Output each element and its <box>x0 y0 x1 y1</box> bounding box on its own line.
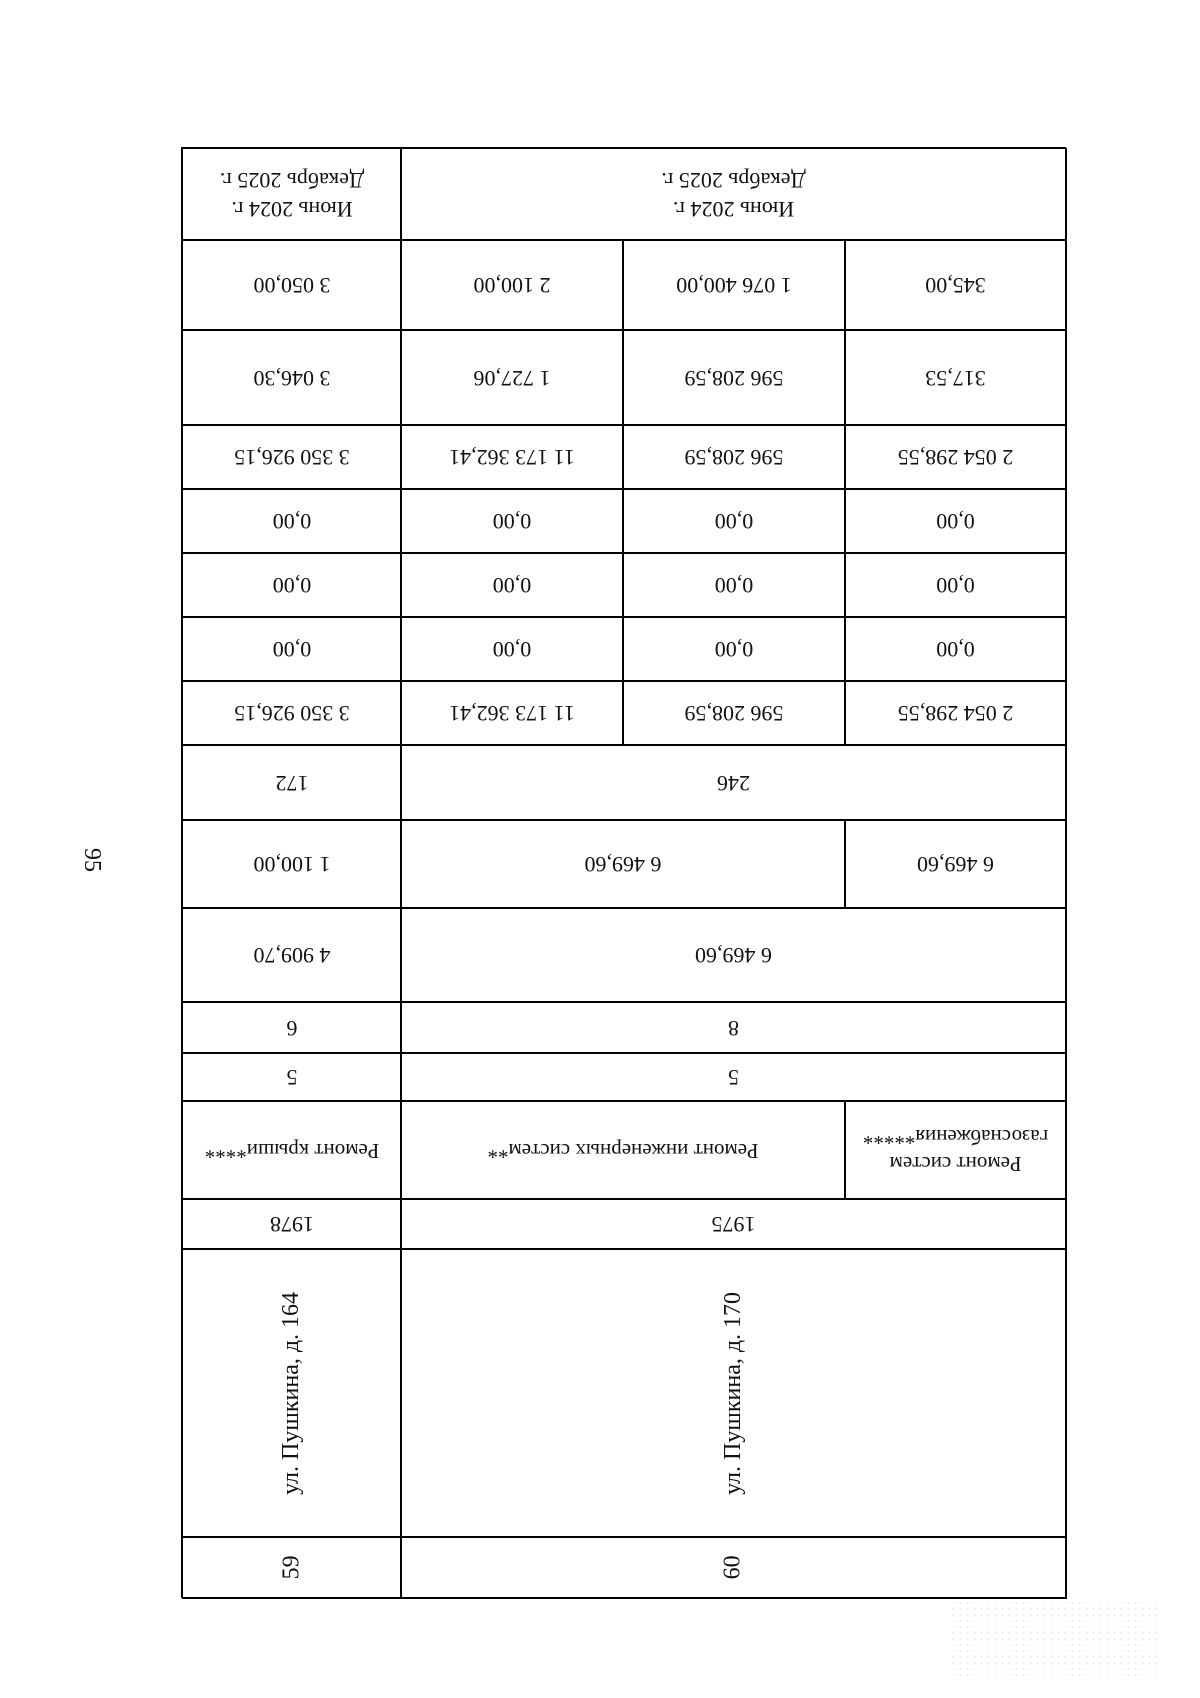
cell-total-a: 2 054 298,55 <box>844 424 1067 490</box>
address-text-b: ул. Пушкина, д. 164 <box>278 1291 305 1495</box>
cell-unit-cost-d: 3 046,30 <box>182 329 402 426</box>
cell-index-a <box>400 1536 1067 1599</box>
cell-work-a: Ремонт систем газоснабжения***** <box>844 1100 1067 1200</box>
cell-sum-d: 3 350 926,15 <box>182 680 402 746</box>
cell-sum-b: 596 208,59 <box>622 680 846 746</box>
index-text-a: 60 <box>719 1555 746 1580</box>
cell-area-a-a: 6 469,60 <box>844 819 1067 909</box>
cell-address-a <box>400 1248 1067 1538</box>
page-number: 95 <box>79 848 105 872</box>
cell-year-a: 1975 <box>400 1198 1067 1250</box>
cell-year-b: 1978 <box>182 1198 402 1250</box>
cell-zero3-d: 0,00 <box>182 616 402 682</box>
cell-sum-c: 11 173 362,41 <box>400 680 624 746</box>
cell-zero2-b: 0,00 <box>622 552 846 618</box>
cell-work-c: Ремонт крыши**** <box>182 1100 402 1200</box>
cell-limit-a: 345,00 <box>844 239 1067 331</box>
address-text-a: ул. Пушкина, д. 170 <box>719 1291 746 1495</box>
cell-floors-a: 8 <box>400 1001 1067 1054</box>
rotated-table <box>181 147 1066 1598</box>
cell-entrances-b: 5 <box>182 1052 402 1102</box>
cell-total-c: 11 173 362,41 <box>400 424 624 490</box>
cell-zero1-a: 0,00 <box>844 488 1067 554</box>
cell-residents-a: 246 <box>400 744 1067 821</box>
cell-total-d: 3 350 926,15 <box>182 424 402 490</box>
cell-residents-b: 172 <box>182 744 402 821</box>
cell-area-b-a: 6 469,60 <box>400 907 1067 1003</box>
cell-floors-b: 6 <box>182 1001 402 1054</box>
cell-zero2-d: 0,00 <box>182 552 402 618</box>
cell-limit-d: 3 050,00 <box>182 239 402 331</box>
cell-entrances-a: 5 <box>400 1052 1067 1102</box>
cell-unit-cost-b: 596 208,59 <box>622 329 846 426</box>
scan-noise <box>950 1600 1160 1680</box>
cell-limit-b: 1 076 400,00 <box>622 239 846 331</box>
cell-area-a-c: 1 100,00 <box>182 819 402 909</box>
cell-unit-cost-c: 1 727,06 <box>400 329 624 426</box>
cell-work-b: Ремонт инженерных систем** <box>400 1100 846 1200</box>
cell-index-b <box>182 1536 402 1599</box>
cell-zero2-a: 0,00 <box>844 552 1067 618</box>
cell-sum-a: 2 054 298,55 <box>844 680 1067 746</box>
cell-zero3-b: 0,00 <box>622 616 846 682</box>
cell-area-a-b: 6 469,60 <box>400 819 846 909</box>
cell-zero3-a: 0,00 <box>844 616 1067 682</box>
cell-total-b: 596 208,59 <box>622 424 846 490</box>
cell-zero1-d: 0,00 <box>182 488 402 554</box>
cell-area-b-b: 4 909,70 <box>182 907 402 1003</box>
cell-address-b <box>182 1248 402 1538</box>
index-text-b: 59 <box>278 1555 305 1580</box>
cell-limit-c: 2 100,00 <box>400 239 624 331</box>
cell-zero3-c: 0,00 <box>400 616 624 682</box>
header-period-b: Июнь 2024 г. Декабрь 2025 г. <box>400 148 1067 241</box>
cell-unit-cost-a: 317,53 <box>844 329 1067 426</box>
cell-zero1-b: 0,00 <box>622 488 846 554</box>
header-period-a: Июнь 2024 г. Декабрь 2025 г. <box>182 148 402 241</box>
cell-zero2-c: 0,00 <box>400 552 624 618</box>
cell-zero1-c: 0,00 <box>400 488 624 554</box>
